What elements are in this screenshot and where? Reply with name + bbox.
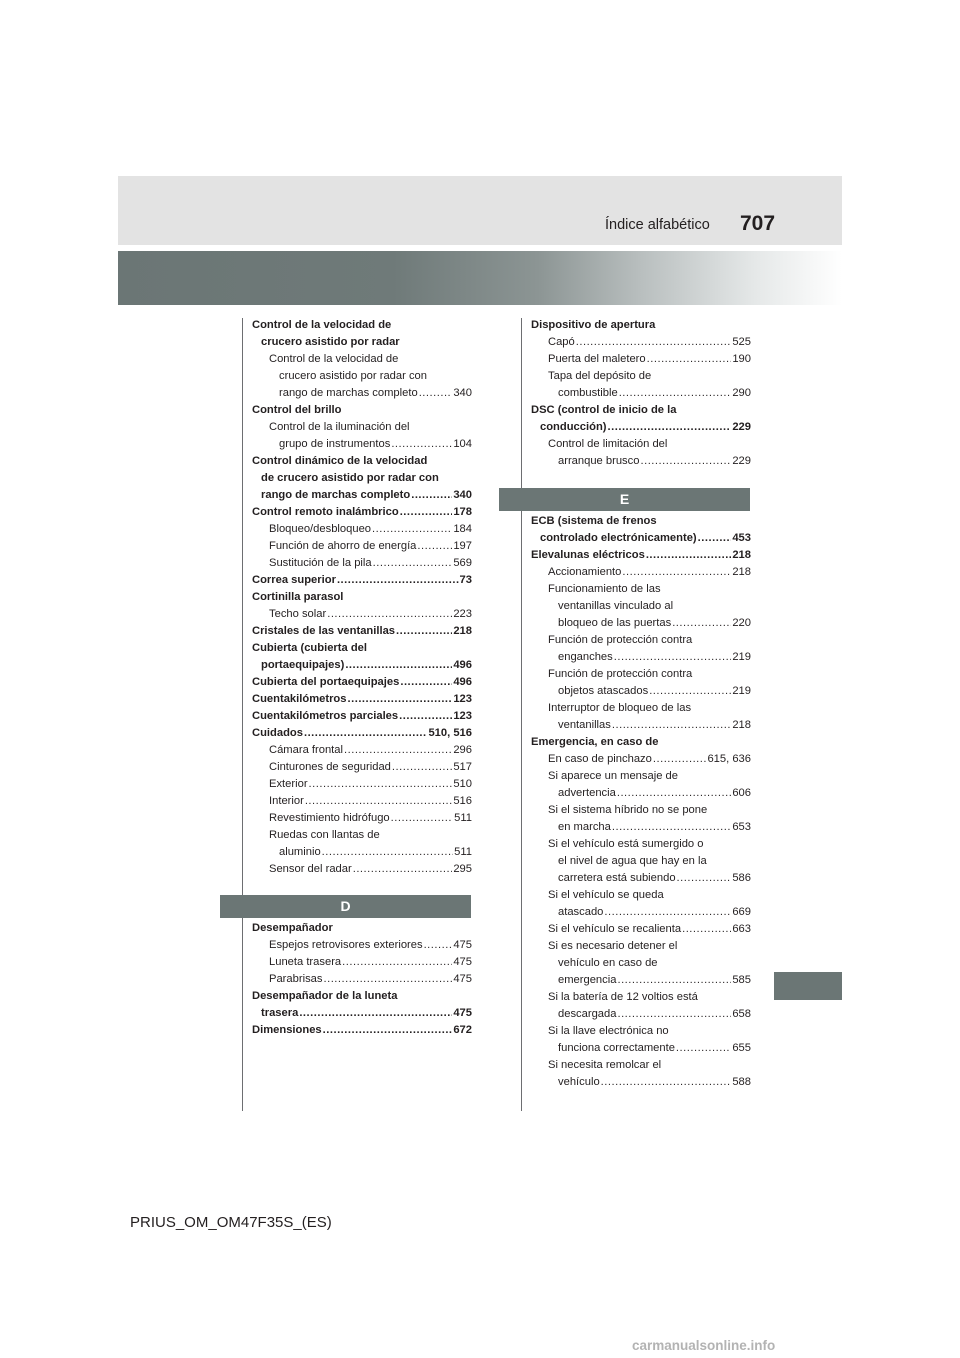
entry-text: en marcha <box>558 821 611 833</box>
dot-leader <box>322 844 453 861</box>
index-entry <box>252 402 472 419</box>
entry-page: 340 <box>453 489 472 501</box>
dot-leader <box>396 623 452 640</box>
dot-leader <box>698 530 732 547</box>
entry-text: Cristales de las ventanillas <box>252 625 396 637</box>
entry-page: 658 <box>732 1008 751 1020</box>
entry-page: 197 <box>453 540 472 552</box>
dot-leader <box>646 547 732 564</box>
entry-page: 569 <box>453 557 472 569</box>
entry-page: 510, 516 <box>428 727 472 739</box>
entry-text: arranque brusco <box>558 455 640 467</box>
index-entry <box>252 606 472 623</box>
entry-text: Capó <box>548 336 575 348</box>
entry-text: DSC (control de inicio de la <box>531 404 677 416</box>
entry-text: Cuentakilómetros parciales <box>252 710 399 722</box>
index-entry <box>252 317 472 334</box>
entry-text: bloqueo de las puertas <box>558 617 672 629</box>
dot-leader <box>309 776 453 793</box>
index-entry <box>252 937 472 954</box>
entry-text: emergencia <box>558 974 617 986</box>
index-entry <box>531 955 751 972</box>
section-gradient-bar <box>118 251 842 305</box>
entry-text: Desempañador de la luneta <box>252 990 398 1002</box>
entry-text: rango de marchas completo <box>261 489 411 501</box>
entry-page: 663 <box>732 923 751 935</box>
index-entry <box>252 776 472 793</box>
index-entry <box>531 368 751 385</box>
entry-text: Interruptor de bloqueo de las <box>548 702 692 714</box>
index-entry <box>531 564 751 581</box>
entry-text: Control de la iluminación del <box>269 421 410 433</box>
entry-text: Dimensiones <box>252 1024 322 1036</box>
entry-page: 296 <box>453 744 472 756</box>
entry-page: 295 <box>453 863 472 875</box>
dot-leader <box>353 861 453 878</box>
entry-text: Luneta trasera <box>269 956 342 968</box>
entry-text: Si el vehículo está sumergido o <box>548 838 704 850</box>
entry-text: Control de la velocidad de <box>252 319 392 331</box>
index-entry <box>531 581 751 598</box>
index-entry <box>531 334 751 351</box>
document-code: PRIUS_OM_OM47F35S_(ES) <box>130 1214 332 1231</box>
dot-leader <box>419 385 453 402</box>
index-entry <box>531 1074 751 1091</box>
entry-page: 510 <box>453 778 472 790</box>
dot-leader <box>373 555 453 572</box>
index-entry <box>531 887 751 904</box>
entry-text: Función de protección contra <box>548 668 693 680</box>
index-entry <box>252 538 472 555</box>
index-entry <box>252 988 472 1005</box>
page-title: Índice alfabético <box>605 217 710 233</box>
entry-page: 219 <box>732 651 751 663</box>
entry-text: de crucero asistido por radar con <box>261 472 439 484</box>
entry-text: Si el vehículo se recalienta <box>548 923 682 935</box>
index-entry <box>252 759 472 776</box>
entry-text: Si la batería de 12 voltios está <box>548 991 698 1003</box>
index-entry <box>531 1023 751 1040</box>
entry-page: 340 <box>453 387 472 399</box>
entry-text: Control de limitación del <box>548 438 668 450</box>
index-entry <box>252 504 472 521</box>
entry-page: 511 <box>454 846 472 858</box>
index-entry <box>531 802 751 819</box>
index-entry <box>531 734 751 751</box>
index-entry <box>252 572 472 589</box>
index-column-right-d <box>531 317 751 470</box>
dot-leader <box>677 870 732 887</box>
entry-text: ventanillas <box>558 719 611 731</box>
entry-text: Revestimiento hidrófugo <box>269 812 390 824</box>
dot-leader <box>647 351 732 368</box>
entry-page: 585 <box>732 974 751 986</box>
entry-page: 184 <box>453 523 472 535</box>
dot-leader <box>576 334 732 351</box>
dot-leader <box>608 419 732 436</box>
dot-leader <box>614 649 732 666</box>
dot-leader <box>323 971 452 988</box>
index-entry <box>531 751 751 768</box>
index-entry <box>252 1022 472 1039</box>
entry-text: funciona correctamente <box>558 1042 675 1054</box>
index-column-right-e <box>531 513 751 1091</box>
entry-text: Correa superior <box>252 574 336 586</box>
watermark: carmanualsonline.info <box>632 1338 776 1353</box>
index-entry <box>531 317 751 334</box>
dot-leader <box>323 1022 453 1039</box>
entry-page: 219 <box>732 685 751 697</box>
index-entry <box>252 742 472 759</box>
entry-text: Emergencia, en caso de <box>531 736 659 748</box>
index-entry <box>252 708 472 725</box>
entry-page: 525 <box>732 336 751 348</box>
index-entry <box>252 623 472 640</box>
entry-page: 496 <box>453 659 472 671</box>
index-entry <box>252 793 472 810</box>
entry-text: En caso de pinchazo <box>548 753 652 765</box>
dot-leader <box>617 785 731 802</box>
dot-leader <box>617 1006 731 1023</box>
entry-text: Cámara frontal <box>269 744 343 756</box>
entry-text: Puerta del maletero <box>548 353 646 365</box>
dot-leader <box>372 521 452 538</box>
dot-leader <box>305 793 453 810</box>
entry-text: Parabrisas <box>269 973 323 985</box>
index-entry <box>531 989 751 1006</box>
entry-text: el nivel de agua que hay en la <box>558 855 707 867</box>
entry-text: trasera <box>261 1007 299 1019</box>
entry-page: 516 <box>453 795 472 807</box>
entry-text: advertencia <box>558 787 616 799</box>
chapter-side-tab <box>774 972 842 1000</box>
page-number: 707 <box>740 212 776 235</box>
index-entry <box>531 836 751 853</box>
index-entry <box>531 453 751 470</box>
entry-page: 123 <box>453 693 472 705</box>
entry-page: 104 <box>453 438 472 450</box>
entry-text: Sensor del radar <box>269 863 352 875</box>
entry-text: Cubierta del portaequipajes <box>252 676 400 688</box>
index-entry <box>252 470 472 487</box>
entry-text: controlado electrónicamente) <box>540 532 697 544</box>
dot-leader <box>649 683 731 700</box>
entry-text: crucero asistido por radar con <box>279 370 427 382</box>
index-entry <box>531 853 751 870</box>
index-entry <box>531 632 751 649</box>
dot-leader <box>417 538 452 555</box>
index-entry <box>252 521 472 538</box>
entry-text: portaequipajes) <box>261 659 345 671</box>
entry-text: vehículo en caso de <box>558 957 658 969</box>
index-entry <box>252 385 472 402</box>
entry-text: Si aparece un mensaje de <box>548 770 678 782</box>
dot-leader <box>392 759 452 776</box>
entry-text: Si es necesario detener el <box>548 940 678 952</box>
entry-text: aluminio <box>279 846 321 858</box>
index-entry <box>252 674 472 691</box>
index-entry <box>252 555 472 572</box>
dot-leader <box>604 904 731 921</box>
entry-text: Cinturones de seguridad <box>269 761 391 773</box>
index-entry <box>531 921 751 938</box>
entry-text: vehículo <box>558 1076 600 1088</box>
entry-text: Interior <box>269 795 304 807</box>
entry-page: 655 <box>732 1042 751 1054</box>
entry-text: descargada <box>558 1008 617 1020</box>
dot-leader <box>622 564 731 581</box>
entry-text: crucero asistido por radar <box>261 336 400 348</box>
dot-leader <box>676 1040 731 1057</box>
dot-leader <box>640 453 731 470</box>
entry-text: carretera está subiendo <box>558 872 676 884</box>
index-entry <box>531 972 751 989</box>
index-entry <box>531 938 751 955</box>
dot-leader <box>399 708 452 725</box>
entry-text: Funcionamiento de las <box>548 583 661 595</box>
index-entry <box>531 351 751 368</box>
index-entry <box>531 1006 751 1023</box>
entry-page: 517 <box>453 761 472 773</box>
index-entry <box>531 385 751 402</box>
dot-leader <box>348 691 453 708</box>
entry-text: Función de ahorro de energía <box>269 540 417 552</box>
dot-leader <box>601 1074 732 1091</box>
index-entry <box>252 810 472 827</box>
entry-text: Desempañador <box>252 922 333 934</box>
index-entry <box>252 691 472 708</box>
entry-text: Tapa del depósito de <box>548 370 652 382</box>
entry-text: Control del brillo <box>252 404 342 416</box>
index-entry <box>531 402 751 419</box>
dot-leader <box>612 819 731 836</box>
entry-text: Control remoto inalámbrico <box>252 506 399 518</box>
dot-leader <box>400 674 452 691</box>
entry-page: 669 <box>732 906 751 918</box>
entry-page: 229 <box>732 421 751 433</box>
entry-page: 511 <box>454 812 472 824</box>
index-entry <box>252 351 472 368</box>
index-column-left-d <box>252 920 472 1039</box>
index-entry <box>531 700 751 717</box>
entry-text: Accionamiento <box>548 566 622 578</box>
entry-page: 218 <box>732 549 751 561</box>
entry-page: 475 <box>453 1007 472 1019</box>
entry-page: 606 <box>732 787 751 799</box>
entry-text: Cuidados <box>252 727 303 739</box>
entry-page: 73 <box>459 574 472 586</box>
index-entry <box>531 1040 751 1057</box>
entry-text: ECB (sistema de frenos <box>531 515 657 527</box>
entry-page: 615, 636 <box>707 753 751 765</box>
entry-text: Función de protección contra <box>548 634 693 646</box>
index-entry <box>252 1005 472 1022</box>
entry-page: 123 <box>453 710 472 722</box>
entry-text: conducción) <box>540 421 607 433</box>
entry-page: 218 <box>453 625 472 637</box>
dot-leader <box>345 657 452 674</box>
entry-page: 475 <box>453 973 472 985</box>
index-entry <box>252 589 472 606</box>
entry-text: Si el sistema híbrido no se pone <box>548 804 708 816</box>
dot-leader <box>400 504 453 521</box>
index-entry <box>252 487 472 504</box>
entry-text: rango de marchas completo <box>279 387 418 399</box>
entry-text: Ruedas con llantas de <box>269 829 380 841</box>
dot-leader <box>682 921 731 938</box>
entry-page: 178 <box>453 506 472 518</box>
index-entry <box>252 436 472 453</box>
entry-page: 218 <box>732 719 751 731</box>
dot-leader <box>653 751 707 768</box>
entry-text: Techo solar <box>269 608 327 620</box>
entry-text: grupo de instrumentos <box>279 438 391 450</box>
entry-text: Elevalunas eléctricos <box>531 549 645 561</box>
entry-text: Cortinilla parasol <box>252 591 344 603</box>
index-entry <box>252 861 472 878</box>
index-entry <box>531 598 751 615</box>
entry-page: 229 <box>732 455 751 467</box>
index-entry <box>531 649 751 666</box>
index-entry <box>252 954 472 971</box>
index-entry <box>252 920 472 937</box>
entry-page: 588 <box>732 1076 751 1088</box>
index-entry <box>531 1057 751 1074</box>
index-entry <box>531 530 751 547</box>
index-column-left-c <box>252 317 472 878</box>
index-entry <box>252 334 472 351</box>
entry-text: objetos atascados <box>558 685 649 697</box>
index-entry <box>252 419 472 436</box>
dot-leader <box>424 937 453 954</box>
entry-page: 672 <box>453 1024 472 1036</box>
index-entry <box>531 419 751 436</box>
index-entry <box>252 971 472 988</box>
index-entry <box>531 615 751 632</box>
index-entry <box>252 657 472 674</box>
dot-leader <box>342 954 452 971</box>
letter-heading-e: E <box>499 488 750 511</box>
letter-heading-d: D <box>220 895 471 918</box>
entry-text: enganches <box>558 651 613 663</box>
index-entry <box>531 513 751 530</box>
entry-page: 223 <box>453 608 472 620</box>
index-entry <box>531 870 751 887</box>
entry-text: Si el vehículo se queda <box>548 889 664 901</box>
dot-leader <box>619 385 732 402</box>
entry-text: Bloqueo/desbloqueo <box>269 523 372 535</box>
entry-page: 220 <box>732 617 751 629</box>
index-entry <box>531 547 751 564</box>
entry-text: Control dinámico de la velocidad <box>252 455 428 467</box>
dot-leader <box>327 606 452 623</box>
dot-leader <box>299 1005 452 1022</box>
index-entry <box>531 436 751 453</box>
index-entry <box>252 640 472 657</box>
entry-page: 653 <box>732 821 751 833</box>
index-entry <box>252 368 472 385</box>
entry-text: ventanillas vinculado al <box>558 600 674 612</box>
entry-text: Cubierta (cubierta del <box>252 642 368 654</box>
entry-page: 586 <box>732 872 751 884</box>
entry-text: Exterior <box>269 778 308 790</box>
entry-text: Dispositivo de apertura <box>531 319 656 331</box>
entry-text: Si necesita remolcar el <box>548 1059 662 1071</box>
entry-page: 453 <box>732 532 751 544</box>
index-entry <box>531 683 751 700</box>
entry-text: Cuentakilómetros <box>252 693 347 705</box>
entry-text: Control de la velocidad de <box>269 353 399 365</box>
index-entry <box>531 717 751 734</box>
column-rule-middle <box>521 318 522 1111</box>
entry-page: 190 <box>732 353 751 365</box>
entry-text: Sustitución de la pila <box>269 557 372 569</box>
entry-page: 496 <box>453 676 472 688</box>
entry-page: 475 <box>453 956 472 968</box>
index-entry <box>252 844 472 861</box>
entry-page: 290 <box>732 387 751 399</box>
index-entry <box>531 819 751 836</box>
dot-leader <box>304 725 427 742</box>
header-band <box>118 176 842 245</box>
entry-text: atascado <box>558 906 604 918</box>
index-entry <box>531 904 751 921</box>
entry-page: 218 <box>732 566 751 578</box>
column-rule-left <box>242 318 243 1111</box>
entry-text: Espejos retrovisores exteriores <box>269 939 423 951</box>
index-entry <box>252 827 472 844</box>
entry-text: Si la llave electrónica no <box>548 1025 669 1037</box>
index-entry <box>531 785 751 802</box>
index-entry <box>252 453 472 470</box>
dot-leader <box>391 436 452 453</box>
entry-page: 475 <box>453 939 472 951</box>
index-entry <box>252 725 472 742</box>
dot-leader <box>612 717 731 734</box>
index-entry <box>531 768 751 785</box>
dot-leader <box>391 810 454 827</box>
dot-leader <box>617 972 731 989</box>
dot-leader <box>337 572 459 589</box>
dot-leader <box>672 615 731 632</box>
index-entry <box>531 666 751 683</box>
dot-leader <box>411 487 452 504</box>
entry-text: combustible <box>558 387 618 399</box>
dot-leader <box>344 742 452 759</box>
